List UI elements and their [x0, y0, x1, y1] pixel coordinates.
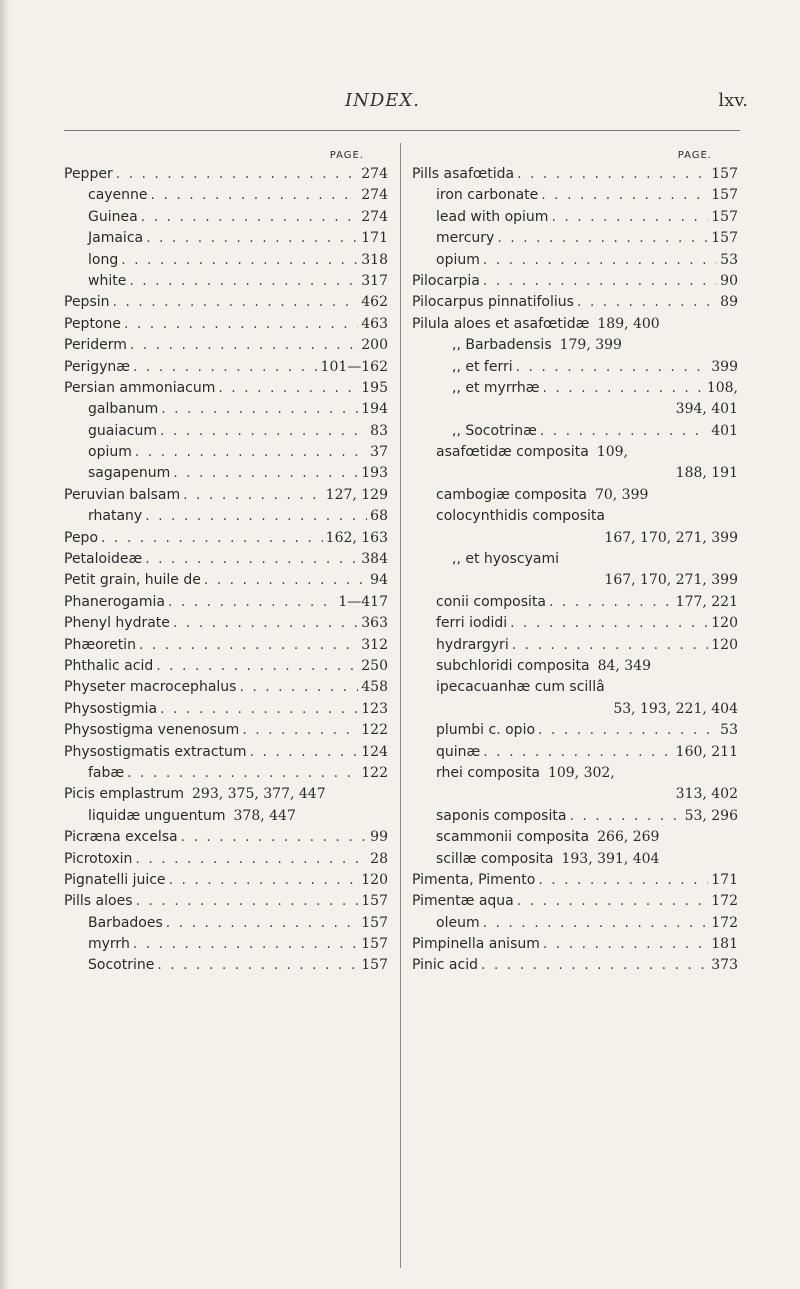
- entry-pages: 274: [361, 187, 388, 204]
- entry-label: galbanum: [88, 401, 159, 418]
- index-entry: [412, 292, 738, 313]
- entry-label: lead with opium: [436, 208, 549, 225]
- entry-label: Picræna excelsa: [64, 829, 178, 846]
- index-entry: [412, 613, 738, 634]
- index-entry: [64, 849, 388, 870]
- index-entry: [64, 891, 388, 912]
- entry-label: Petaloideæ: [64, 551, 143, 568]
- entry-pages: 89: [720, 294, 738, 311]
- entry-label: plumbi c. opio: [436, 722, 536, 739]
- index-entry-continuation: [412, 699, 738, 720]
- dot-leader: [156, 656, 358, 677]
- dot-leader: [173, 613, 358, 634]
- entry-pages: 53, 296: [684, 807, 738, 824]
- index-entry: [64, 271, 388, 292]
- entry-label: Physostigmatis extractum: [64, 743, 247, 760]
- dot-leader: [146, 228, 358, 249]
- entry-label: fabæ: [88, 764, 125, 781]
- entry-pages: 193, 391, 404: [561, 850, 660, 867]
- index-entry: [412, 934, 738, 955]
- column-divider: [400, 143, 401, 1268]
- dot-leader: [121, 250, 358, 271]
- entry-pages: 157: [711, 187, 738, 204]
- dot-leader: [541, 185, 708, 206]
- index-entry: [64, 592, 388, 613]
- entry-pages: 70, 399: [594, 486, 649, 503]
- entry-pages: 90: [720, 272, 738, 289]
- index-entry: [64, 335, 388, 356]
- entry-pages: 194: [361, 401, 388, 418]
- index-entry: [412, 378, 738, 399]
- index-entry: [412, 827, 738, 848]
- index-entry-continuation: [412, 570, 738, 591]
- dot-leader: [139, 635, 358, 656]
- entry-label: Pilocarpia: [412, 272, 480, 289]
- entry-label: Pills asafœtida: [412, 166, 515, 182]
- index-entry: [64, 378, 388, 399]
- dot-leader: [157, 955, 358, 976]
- entry-label: opium: [88, 444, 132, 461]
- dot-leader: [218, 378, 358, 399]
- entry-pages: 122: [361, 722, 388, 739]
- dot-leader: [538, 720, 717, 741]
- entry-pages: 172: [711, 914, 738, 931]
- index-entry: [64, 506, 388, 527]
- entry-label: Guinea: [88, 208, 138, 225]
- entry-pages: 123: [361, 700, 388, 717]
- entry-pages: 188, 191: [675, 465, 738, 482]
- entry-pages: 1—417: [338, 593, 388, 610]
- page-column-label: PAGE.: [329, 150, 364, 161]
- index-entry: [64, 549, 388, 570]
- index-entry-continuation: [412, 784, 738, 805]
- index-entry: [64, 207, 388, 228]
- index-entry: [412, 506, 738, 527]
- entry-pages: 157: [361, 936, 388, 953]
- dot-leader: [181, 827, 368, 848]
- entry-label: ferri iodidi: [436, 615, 508, 632]
- entry-pages: 266, 269: [597, 829, 660, 846]
- entry-pages: 108,: [706, 379, 738, 396]
- dot-leader: [497, 228, 708, 249]
- entry-label: rhatany: [88, 508, 143, 525]
- index-entry: [412, 485, 738, 506]
- dot-leader: [239, 677, 358, 698]
- entry-pages: 109,: [596, 444, 628, 461]
- dot-leader: [483, 742, 672, 763]
- entry-label: opium: [436, 251, 480, 268]
- index-entry: [412, 955, 738, 976]
- index-entry: [64, 250, 388, 271]
- entry-label: quinæ: [436, 743, 481, 760]
- index-entry: [64, 442, 388, 463]
- entry-label: Pepo: [64, 529, 99, 546]
- index-entry: [64, 742, 388, 763]
- entry-label: conii composita: [436, 593, 546, 610]
- index-entry: [64, 485, 388, 506]
- entry-pages: 124: [361, 743, 388, 760]
- index-entries-left: [64, 164, 388, 977]
- entry-pages: 171: [711, 871, 738, 888]
- entry-pages: 399: [711, 358, 738, 375]
- dot-leader: [542, 378, 703, 399]
- entry-pages: 193: [361, 465, 388, 482]
- entry-pages: 53: [720, 722, 738, 739]
- entry-pages: 394, 401: [675, 401, 738, 418]
- dot-leader: [161, 399, 358, 420]
- entry-label: ,, et hyoscyami: [452, 551, 560, 568]
- entry-label: mercury: [436, 230, 495, 247]
- dot-leader: [129, 271, 358, 292]
- index-entry: [64, 699, 388, 720]
- entry-label: ,, et myrrhæ: [452, 379, 540, 396]
- entry-pages: 28: [370, 850, 388, 867]
- dot-leader: [549, 592, 673, 613]
- dot-leader: [127, 763, 358, 784]
- index-entry: [412, 335, 738, 356]
- entry-pages: 167, 170, 271, 399: [604, 572, 738, 589]
- dot-leader: [540, 421, 708, 442]
- index-entry: [412, 549, 738, 570]
- index-entry: [412, 442, 738, 463]
- dot-leader: [136, 891, 359, 912]
- index-entry: [64, 635, 388, 656]
- entry-label: colocynthidis composita: [436, 508, 605, 525]
- dot-leader: [242, 720, 358, 741]
- entry-pages: 120: [361, 871, 388, 888]
- dot-leader: [577, 292, 717, 313]
- entry-pages: 401: [711, 422, 738, 439]
- dot-leader: [538, 870, 708, 891]
- dot-leader: [483, 913, 709, 934]
- page-number: lxv.: [718, 90, 748, 111]
- index-entry: [412, 806, 738, 827]
- entry-pages: 274: [361, 208, 388, 225]
- entry-pages: 53, 193, 221, 404: [613, 700, 738, 717]
- entry-pages: 177, 221: [675, 593, 738, 610]
- index-entry: [412, 592, 738, 613]
- index-entry-continuation: [412, 463, 738, 484]
- entry-label: Physostigma venenosum: [64, 722, 240, 739]
- entry-label: Pilula aloes et asafœtidæ: [412, 315, 590, 332]
- dot-leader: [517, 164, 708, 185]
- entry-pages: 157: [361, 893, 388, 910]
- dot-leader: [516, 357, 709, 378]
- index-entry-continuation: [412, 528, 738, 549]
- entry-label: Pills aloes: [64, 893, 133, 910]
- entry-pages: 363: [361, 615, 388, 632]
- index-entry: [64, 677, 388, 698]
- entry-label: Phenyl hydrate: [64, 615, 170, 632]
- index-entry: [64, 613, 388, 634]
- entry-pages: 171: [361, 230, 388, 247]
- dot-leader: [145, 549, 358, 570]
- entry-label: Pepsin: [64, 294, 110, 311]
- index-entry: [64, 806, 388, 827]
- index-entries-right: [412, 164, 738, 977]
- entry-label: sagapenum: [88, 465, 171, 482]
- entry-pages: 200: [361, 337, 388, 354]
- entry-pages: 101—162: [320, 358, 388, 375]
- dot-leader: [510, 613, 708, 634]
- entry-label: scammonii composita: [436, 829, 590, 846]
- index-entry: [412, 656, 738, 677]
- entry-label: Pimentæ aqua: [412, 893, 514, 910]
- entry-pages: 94: [370, 572, 388, 589]
- index-entry: [412, 357, 738, 378]
- entry-pages: 167, 170, 271, 399: [604, 529, 738, 546]
- entry-label: white: [88, 272, 127, 289]
- index-entry: [412, 849, 738, 870]
- entry-pages: 458: [361, 679, 388, 696]
- index-entry: [64, 185, 388, 206]
- dot-leader: [160, 421, 367, 442]
- book-spine-shadow: [0, 0, 12, 1289]
- entry-pages: 318: [361, 251, 388, 268]
- dot-leader: [173, 463, 358, 484]
- index-entry: [64, 870, 388, 891]
- entry-label: Picrotoxin: [64, 850, 133, 867]
- entry-pages: 68: [370, 508, 388, 525]
- entry-label: Periderm: [64, 337, 127, 354]
- index-entry: [412, 763, 738, 784]
- dot-leader: [124, 314, 358, 335]
- index-entry: [64, 763, 388, 784]
- dot-leader: [101, 528, 323, 549]
- entry-label: Phthalic acid: [64, 657, 154, 674]
- entry-label: Physeter macrocephalus: [64, 679, 237, 696]
- dot-leader: [151, 185, 359, 206]
- page-column-label: PAGE.: [677, 150, 712, 161]
- entry-label: Phanerogamia: [64, 593, 165, 610]
- entry-pages: 463: [361, 315, 388, 332]
- entry-pages: 317: [361, 272, 388, 289]
- index-entry: [64, 827, 388, 848]
- entry-pages: 37: [370, 444, 388, 461]
- entry-label: Persian ammoniacum: [64, 379, 216, 396]
- dot-leader: [145, 506, 367, 527]
- index-entry: [412, 742, 738, 763]
- entry-pages: 293, 375, 377, 447: [192, 786, 326, 803]
- entry-pages: 172: [711, 893, 738, 910]
- entry-label: scillæ composita: [436, 850, 554, 867]
- entry-pages: 99: [370, 829, 388, 846]
- dot-leader: [133, 934, 358, 955]
- index-entry: [412, 677, 738, 698]
- entry-label: Petit grain, huile de: [64, 572, 201, 589]
- index-entry: [64, 570, 388, 591]
- entry-label: saponis composita: [436, 807, 567, 824]
- entry-pages: 122: [361, 764, 388, 781]
- entry-label: cayenne: [88, 187, 148, 204]
- entry-pages: 181: [711, 936, 738, 953]
- entry-pages: 157: [711, 166, 738, 182]
- dot-leader: [551, 207, 708, 228]
- entry-label: Pilocarpus pinnatifolius: [412, 294, 574, 311]
- dot-leader: [183, 485, 323, 506]
- index-entry: [412, 720, 738, 741]
- dot-leader: [483, 250, 717, 271]
- index-entry: [412, 164, 738, 185]
- index-entry: [412, 635, 738, 656]
- entry-label: Barbadoes: [88, 914, 163, 931]
- entry-label: Physostigmia: [64, 700, 158, 717]
- entry-pages: 157: [711, 208, 738, 225]
- header-rule: [64, 130, 740, 131]
- dot-leader: [543, 934, 708, 955]
- dot-leader: [166, 913, 359, 934]
- entry-pages: 274: [361, 166, 388, 182]
- dot-leader: [204, 570, 367, 591]
- index-entry: [64, 955, 388, 976]
- entry-label: Picis emplastrum: [64, 786, 185, 803]
- entry-label: Pimpinella anisum: [412, 936, 540, 953]
- index-entry: [412, 891, 738, 912]
- dot-leader: [135, 849, 367, 870]
- entry-pages: 160, 211: [675, 743, 738, 760]
- entry-label: Peruvian balsam: [64, 486, 181, 503]
- dot-leader: [113, 292, 359, 313]
- entry-label: ,, Barbadensis: [452, 337, 552, 354]
- entry-pages: 157: [711, 230, 738, 247]
- dot-leader: [135, 442, 367, 463]
- entry-pages: 313, 402: [675, 786, 738, 803]
- entry-pages: 195: [361, 379, 388, 396]
- entry-pages: 250: [361, 657, 388, 674]
- entry-label: Phæoretin: [64, 636, 136, 653]
- index-entry: [412, 207, 738, 228]
- dot-leader: [160, 699, 358, 720]
- entry-label: cambogiæ composita: [436, 486, 587, 503]
- index-entry: [64, 528, 388, 549]
- dot-leader: [250, 742, 359, 763]
- index-entry: [64, 314, 388, 335]
- entry-label: Pignatelli juice: [64, 871, 166, 888]
- entry-pages: 120: [711, 636, 738, 653]
- dot-leader: [569, 806, 681, 827]
- entry-label: Pepper: [64, 166, 113, 182]
- entry-label: ipecacuanhæ cum scillâ: [436, 679, 605, 696]
- index-entry-continuation: [412, 399, 738, 420]
- index-entry: [412, 314, 738, 335]
- index-entry: [64, 784, 388, 805]
- entry-pages: 157: [361, 914, 388, 931]
- dot-leader: [517, 891, 709, 912]
- entry-label: asafœtidæ composita: [436, 444, 589, 461]
- index-entry: [64, 720, 388, 741]
- index-entry: [64, 357, 388, 378]
- entry-label: guaiacum: [88, 422, 158, 439]
- entry-pages: 462: [361, 294, 388, 311]
- dot-leader: [512, 635, 709, 656]
- dot-leader: [130, 335, 358, 356]
- entry-pages: 312: [361, 636, 388, 653]
- entry-label: subchloridi composita: [436, 657, 590, 674]
- index-entry: [64, 656, 388, 677]
- index-entry: [64, 228, 388, 249]
- index-entry: [412, 250, 738, 271]
- dot-leader: [168, 592, 335, 613]
- dot-leader: [116, 164, 359, 185]
- entry-label: myrrh: [88, 936, 130, 953]
- entry-pages: 83: [370, 422, 388, 439]
- entry-label: rhei composita: [436, 764, 540, 781]
- index-entry: [412, 421, 738, 442]
- index-column-left: [64, 148, 388, 977]
- entry-label: Pimenta, Pimento: [412, 871, 536, 888]
- entry-pages: 384: [361, 551, 388, 568]
- entry-pages: 378, 447: [233, 807, 296, 824]
- index-entry: [64, 164, 388, 185]
- entry-pages: 179, 399: [559, 337, 622, 354]
- index-entry: [64, 399, 388, 420]
- entry-pages: 373: [711, 957, 738, 974]
- entry-label: long: [88, 251, 119, 268]
- dot-leader: [481, 955, 708, 976]
- index-entry: [64, 292, 388, 313]
- index-entry: [412, 870, 738, 891]
- index-column-right: [412, 148, 738, 977]
- index-entry: [412, 185, 738, 206]
- entry-label: liquidæ unguentum: [88, 807, 226, 824]
- index-entry: [64, 463, 388, 484]
- index-entry: [64, 913, 388, 934]
- entry-label: Perigynæ: [64, 358, 130, 375]
- entry-label: ,, et ferri: [452, 358, 513, 375]
- index-entry: [64, 421, 388, 442]
- entry-pages: 157: [361, 957, 388, 974]
- entry-label: ,, Socotrinæ: [452, 422, 537, 439]
- entry-label: hydrargyri: [436, 636, 509, 653]
- entry-label: Peptone: [64, 315, 121, 332]
- entry-label: iron carbonate: [436, 187, 539, 204]
- entry-pages: 127, 129: [325, 486, 388, 503]
- entry-label: Jamaica: [88, 230, 144, 247]
- entry-pages: 189, 400: [597, 315, 660, 332]
- index-entry: [412, 913, 738, 934]
- entry-pages: 53: [720, 251, 738, 268]
- index-entry: [64, 934, 388, 955]
- entry-label: Pinic acid: [412, 957, 478, 974]
- dot-leader: [133, 357, 318, 378]
- entry-pages: 84, 349: [597, 657, 651, 674]
- entry-pages: 120: [711, 615, 738, 632]
- dot-leader: [169, 870, 359, 891]
- entry-pages: 109, 302,: [547, 764, 615, 781]
- index-entry: [412, 228, 738, 249]
- page-title: INDEX.: [345, 90, 420, 111]
- entry-label: Socotrine: [88, 957, 155, 974]
- index-entry: [412, 271, 738, 292]
- entry-pages: 162, 163: [325, 529, 388, 546]
- dot-leader: [141, 207, 359, 228]
- entry-label: oleum: [436, 914, 480, 931]
- dot-leader: [483, 271, 717, 292]
